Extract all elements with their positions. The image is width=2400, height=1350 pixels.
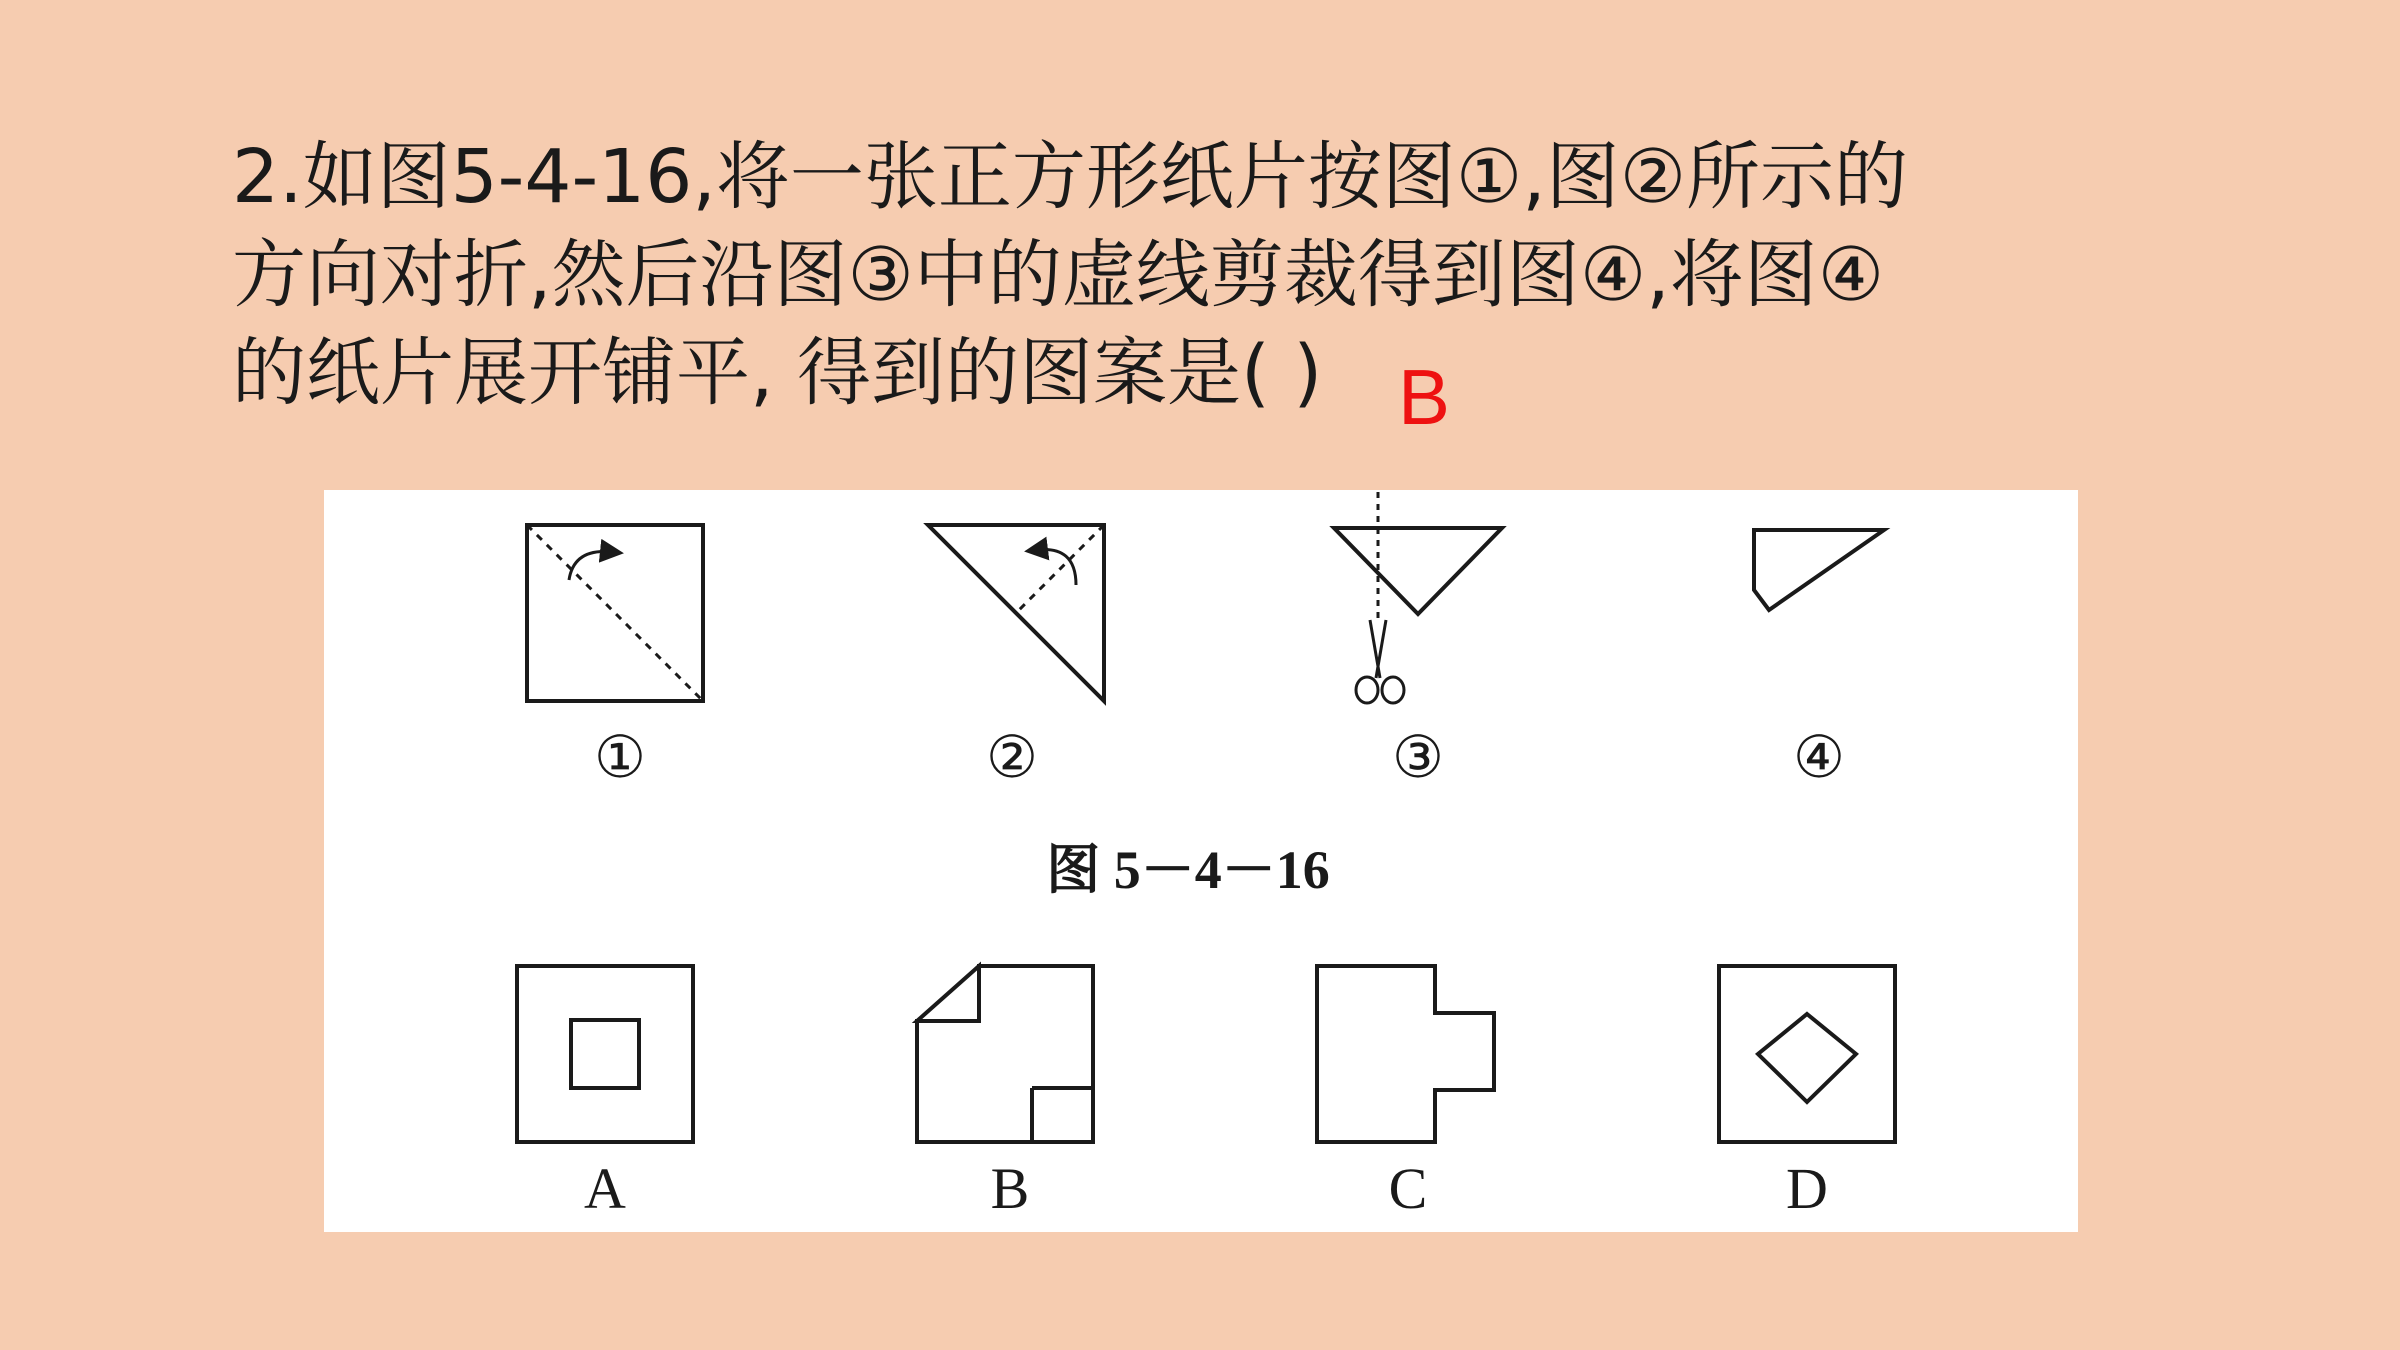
step-4-result-icon: [1754, 530, 1884, 610]
option-label-c: C: [1388, 1156, 1428, 1221]
step-label-1: ①: [594, 725, 646, 790]
step-label-3: ③: [1392, 725, 1444, 790]
question-line-1: 2.如图5-4-16,将一张正方形纸片按图①,图②所示的: [232, 134, 1909, 220]
step-2-triangle-icon: [928, 525, 1104, 701]
option-b-shape-icon: [917, 966, 1093, 1142]
option-c-shape-icon: [1317, 966, 1494, 1142]
option-a-shape-icon: [517, 966, 693, 1142]
step-1-square-icon: [527, 525, 703, 701]
scissors-icon: [1356, 620, 1404, 703]
question-line-3: 的纸片展开铺平, 得到的图案是( ): [232, 330, 1323, 416]
question-text: [232, 128, 2132, 422]
question-line-2: 方向对折,然后沿图③中的虚线剪裁得到图④,将图④: [232, 232, 1885, 318]
figure-panel: [324, 490, 2078, 1232]
option-d-shape-icon: [1719, 966, 1895, 1142]
option-label-d: D: [1786, 1156, 1828, 1221]
option-label-b: B: [990, 1156, 1030, 1221]
option-label-a: A: [584, 1156, 626, 1221]
answer-mark: B: [1398, 353, 1451, 441]
figure-drawing: [324, 490, 2078, 1232]
step-3-cut-icon: [1334, 492, 1502, 618]
step-label-2: ②: [986, 725, 1038, 790]
figure-caption: 图 5－4－16: [1046, 840, 1330, 900]
step-label-4: ④: [1793, 725, 1845, 790]
